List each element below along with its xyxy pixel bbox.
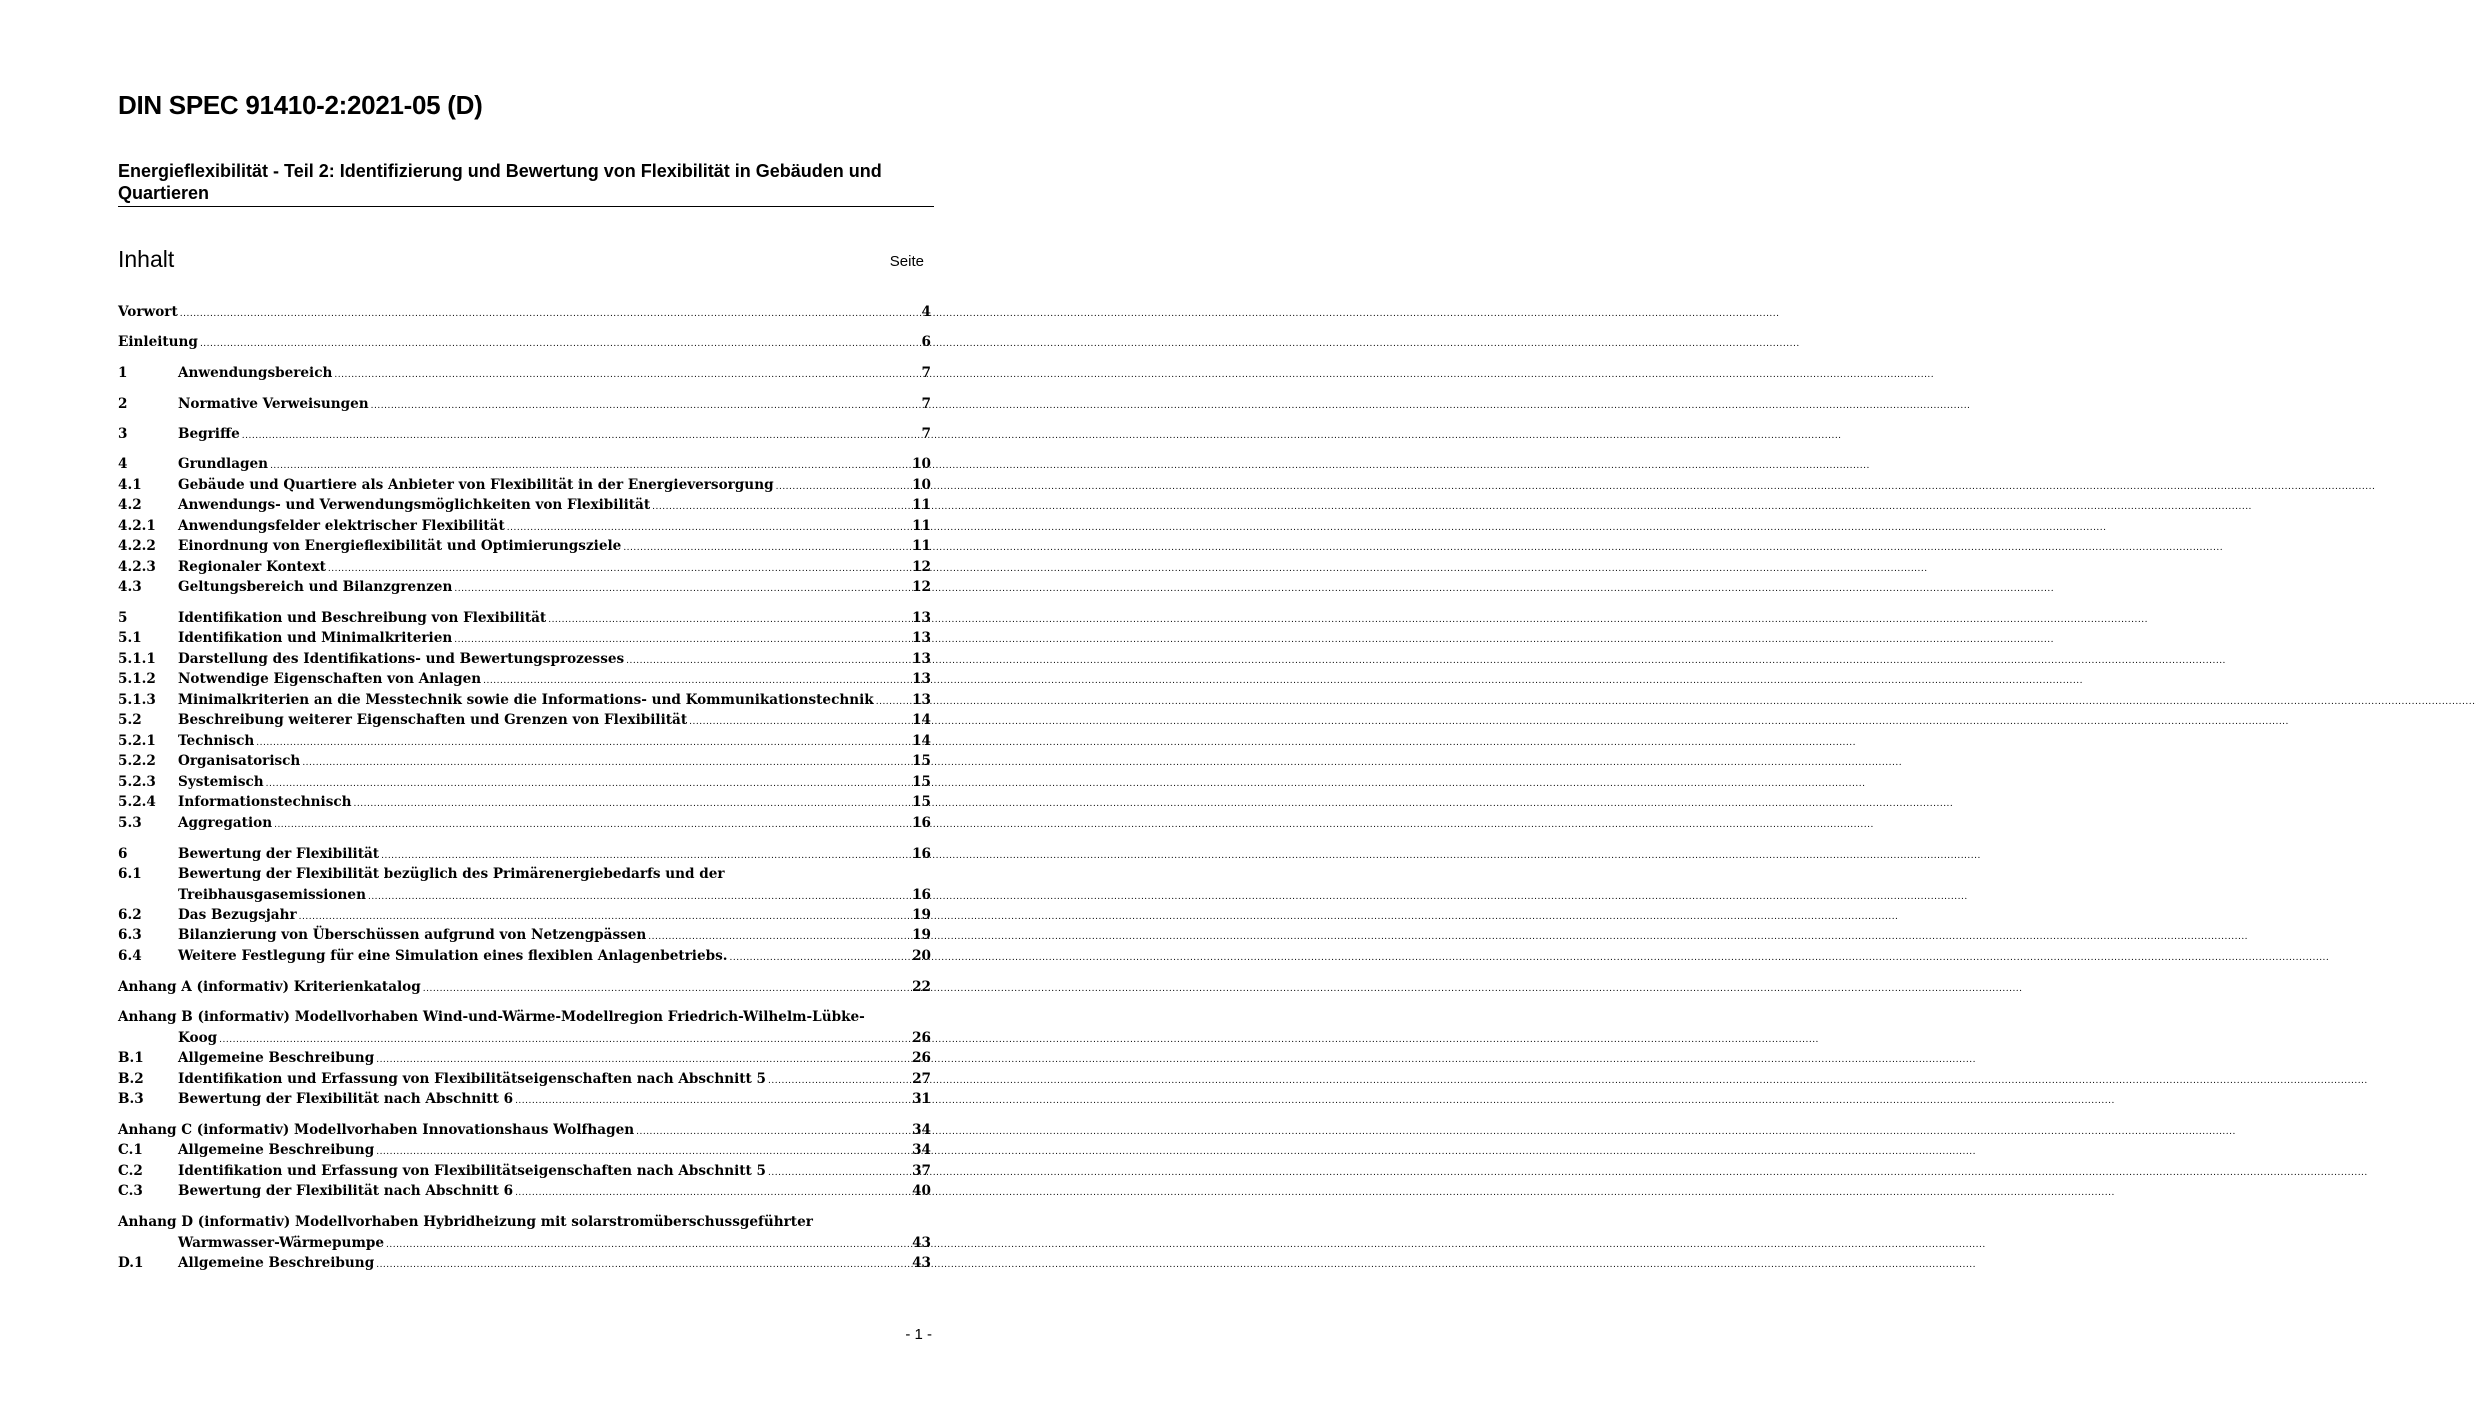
toc-entry-title: Anwendungs- und Verwendungsmöglichkeiten von Flexibilität: [178, 497, 651, 513]
toc-entry-page: 19: [912, 907, 931, 923]
toc-entry-title: Anhang D (informativ) Modellvorhaben Hybridheizung mit solarstromüberschussgeführter: [118, 1214, 813, 1230]
toc-entry-page: 13: [912, 692, 931, 708]
toc-dot-leader: [178, 304, 922, 325]
toc-entry-page: 7: [921, 365, 931, 381]
toc-entry-number: 4.2.3: [118, 559, 156, 575]
toc-entry-title: Identifikation und Minimalkriterien: [178, 630, 453, 646]
toc-entry[interactable]: [118, 649, 931, 670]
toc-entry-page: 13: [912, 671, 931, 687]
toc-entry-page: 19: [912, 927, 931, 943]
toc-dot-leader: [687, 712, 912, 733]
toc-entry-title: Bewertung der Flexibilität bezüglich des Primärenergiebedarfs und der: [178, 866, 725, 882]
toc-entry-number: 5.2.4: [118, 794, 156, 810]
toc-dot-leader: [374, 1255, 912, 1276]
toc-dot-leader: [513, 1183, 912, 1204]
toc-entry-number: 6: [118, 846, 128, 862]
toc-entry-title: Gebäude und Quartiere als Anbieter von Flexibilität in der Energieversorgung: [178, 477, 774, 493]
toc-entry-title: Technisch: [178, 733, 255, 749]
toc-entry-title: Allgemeine Beschreibung: [178, 1142, 375, 1158]
toc-entry-title: Minimalkriterien an die Messtechnik sowie die Informations- und Kommunikationstechnik: [178, 692, 874, 708]
toc-dot-leader: [621, 538, 912, 559]
toc-entry[interactable]: [118, 1140, 931, 1161]
toc-entry-title: Bewertung der Flexibilität: [178, 846, 380, 862]
toc-entry-number: 4.2: [118, 497, 142, 513]
toc-dot-leader: [421, 979, 912, 1000]
toc-entry-page: 26: [912, 1050, 931, 1066]
toc-entry[interactable]: [118, 608, 931, 629]
toc-entry-title: Aggregation: [178, 815, 273, 831]
toc-dot-leader: [240, 426, 922, 447]
toc-dot-leader: [268, 456, 912, 477]
toc-entry-number: 5.3: [118, 815, 142, 831]
document-subtitle: Energieflexibilität - Teil 2: Identifizierung und Bewertung von Flexibilität in Gebäuden und Quartieren: [118, 161, 882, 203]
toc-entry[interactable]: [118, 669, 931, 690]
toc-entry[interactable]: [118, 977, 931, 998]
toc-entry-page: 27: [912, 1071, 931, 1087]
toc-entry-number: 4: [118, 456, 128, 472]
toc-dot-leader: [384, 1235, 912, 1256]
toc-entry-number: 6.3: [118, 927, 142, 943]
toc-entry-page: 11: [912, 497, 931, 513]
toc-entry-page: 34: [912, 1142, 931, 1158]
toc-entry-page: 6: [921, 334, 931, 350]
toc-entry-number: C.1: [118, 1142, 143, 1158]
toc-dot-leader: [332, 365, 921, 386]
toc-entry-title: Normative Verweisungen: [178, 396, 369, 412]
toc-entry[interactable]: [118, 1089, 931, 1110]
toc-entry-number: B.3: [118, 1091, 144, 1107]
toc-entry[interactable]: [118, 1181, 931, 1202]
toc-heading: Inhalt: [118, 246, 175, 272]
toc-entry[interactable]: [118, 536, 931, 557]
toc-entry-number: 4.2.1: [118, 518, 156, 534]
toc-entry-page: 40: [912, 1183, 931, 1199]
toc-entry-number: 6.2: [118, 907, 142, 923]
page-number: - 1 -: [905, 1326, 932, 1343]
toc-entry-title: Organisatorisch: [178, 753, 301, 769]
toc-entry-title: Notwendige Eigenschaften von Anlagen: [178, 671, 482, 687]
toc-entry-title: Allgemeine Beschreibung: [178, 1050, 375, 1066]
toc-entry-title: Bewertung der Flexibilität nach Abschnitt 6: [178, 1091, 514, 1107]
toc-entry-title: Weitere Festlegung für eine Simulation eines flexiblen Anlagenbetriebs.: [178, 948, 728, 964]
toc-entry-page: 43: [912, 1234, 931, 1251]
toc-entry-page: 16: [912, 815, 931, 831]
toc-entry-title: Informationstechnisch: [178, 794, 352, 810]
toc-entry-title: Bewertung der Flexibilität nach Abschnitt 6: [178, 1183, 514, 1199]
toc-entry-number: 5.1: [118, 630, 142, 646]
toc-entry-page: 22: [912, 979, 931, 995]
toc-entry[interactable]: [118, 577, 931, 598]
toc-entry[interactable]: [118, 332, 931, 353]
toc-entry-page: 43: [912, 1255, 931, 1271]
toc-entry-page: 16: [912, 886, 931, 903]
toc-entry-number: 3: [118, 426, 128, 442]
toc-entry-page: 34: [912, 1122, 931, 1138]
toc-entry-number: 5.2.2: [118, 753, 156, 769]
toc-entry[interactable]: [118, 1161, 931, 1182]
toc-dot-leader: [728, 948, 913, 969]
toc-entry-page: 14: [912, 733, 931, 749]
toc-dot-leader: [366, 887, 912, 908]
toc-entry-page: 15: [912, 794, 931, 810]
toc-entry-title: Anhang C (informativ) Modellvorhaben Innovationshaus Wolfhagen: [118, 1122, 635, 1138]
toc-entry[interactable]: [118, 946, 931, 967]
toc-entry-number: 5.2: [118, 712, 142, 728]
toc-entry-title: Anwendungsfelder elektrischer Flexibilität: [178, 518, 505, 534]
toc-entry-title: Darstellung des Identifikations- und Bewertungsprozesses: [178, 651, 625, 667]
toc-entry-title: Einordnung von Energieflexibilität und Optimierungsziele: [178, 538, 622, 554]
toc-entry-page: 7: [921, 426, 931, 442]
toc-entry-page: 11: [912, 538, 931, 554]
toc-entry[interactable]: [118, 495, 931, 516]
toc-dot-leader: [650, 497, 912, 518]
toc-entry[interactable]: [118, 792, 931, 813]
toc-entry-page: 7: [921, 396, 931, 412]
toc-entry-title: Vorwort: [118, 304, 178, 320]
toc-entry[interactable]: [118, 475, 931, 496]
toc-entry-number: B.2: [118, 1071, 144, 1087]
document-title: DIN SPEC 91410-2:2021-05 (D): [118, 90, 483, 120]
toc-entry-page: 13: [912, 610, 931, 626]
title-divider: [118, 206, 934, 207]
toc-entry-title: Begriffe: [178, 426, 240, 442]
toc-entry-title-continuation: Treibhausgasemissionen: [178, 886, 366, 903]
toc-entry[interactable]: [118, 925, 931, 946]
toc-entry-page: 11: [912, 518, 931, 534]
toc-dot-leader: [374, 1142, 912, 1163]
toc-entry[interactable]: [118, 302, 931, 323]
toc-entry-title: Regionaler Kontext: [178, 559, 326, 575]
toc-entry-page: 37: [912, 1163, 931, 1179]
toc-entry[interactable]: [118, 424, 931, 445]
toc-entry-title: Allgemeine Beschreibung: [178, 1255, 375, 1271]
toc-entry-page: 20: [912, 948, 931, 964]
toc-entry-title: Grundlagen: [178, 456, 269, 472]
toc-entry-title: Geltungsbereich und Bilanzgrenzen: [178, 579, 453, 595]
toc-entry-title-continuation: Warmwasser-Wärmepumpe: [178, 1234, 384, 1251]
toc-entry-title: Das Bezugsjahr: [178, 907, 297, 923]
toc-entry-title: Identifikation und Erfassung von Flexibilitätseigenschaften nach Abschnitt 5: [178, 1071, 767, 1087]
toc-entry-number: 5: [118, 610, 128, 626]
toc-entry-number: 4.1: [118, 477, 142, 493]
toc-entry-title: Einleitung: [118, 334, 198, 350]
toc-entry-number: 4.2.2: [118, 538, 156, 554]
toc-entry[interactable]: [118, 844, 931, 865]
toc-dot-leader: [452, 630, 912, 651]
toc-entry-number: C.3: [118, 1183, 143, 1199]
toc-entry[interactable]: [118, 690, 931, 711]
toc-dot-leader: [481, 671, 912, 692]
toc-entry[interactable]: [118, 1120, 931, 1141]
toc-entry-page: 15: [912, 753, 931, 769]
toc-entry-number: 5.1.1: [118, 651, 156, 667]
toc-entry[interactable]: [118, 731, 931, 752]
toc-entry-number: 5.1.3: [118, 692, 156, 708]
toc-entry-page: 13: [912, 651, 931, 667]
toc-entry-number: 2: [118, 396, 128, 412]
toc-entry[interactable]: [118, 905, 931, 926]
toc-dot-leader: [374, 1050, 912, 1071]
toc-entry[interactable]: [118, 394, 931, 415]
toc-entry-title: Anhang B (informativ) Modellvorhaben Wind-und-Wärme-Modellregion Friedrich-Wilhelm-Lübke-: [118, 1009, 865, 1025]
toc-dot-leader: [369, 396, 922, 417]
toc-entry-page: 4: [921, 304, 931, 320]
toc-entry-page: 10: [912, 477, 931, 493]
toc-page-column-label: Seite: [889, 253, 924, 270]
toc-entry-number: 6.1: [118, 866, 142, 882]
toc-dot-leader: [272, 815, 912, 836]
toc-entry[interactable]: [118, 1007, 931, 1048]
toc-entry[interactable]: [118, 1212, 931, 1253]
toc-entry-page: 15: [912, 774, 931, 790]
toc-entry[interactable]: [118, 454, 931, 475]
toc-entry-number: 5.2.3: [118, 774, 156, 790]
toc-entry-title: Anwendungsbereich: [178, 365, 333, 381]
toc-dot-leader: [352, 794, 913, 815]
toc-entry-number: 4.3: [118, 579, 142, 595]
toc-entry-number: 1: [118, 365, 128, 381]
toc-dot-leader: [646, 927, 912, 948]
toc-entry[interactable]: [118, 628, 931, 649]
toc-entry-page: 14: [912, 712, 931, 728]
toc-entry[interactable]: [118, 772, 931, 793]
toc-entry-title: Beschreibung weiterer Eigenschaften und Grenzen von Flexibilität: [178, 712, 688, 728]
toc-entry-number: B.1: [118, 1050, 144, 1066]
toc-entry-page: 13: [912, 630, 931, 646]
toc-entry-page: 31: [912, 1091, 931, 1107]
toc-entry-number: 5.1.2: [118, 671, 156, 687]
toc-dot-leader: [300, 753, 912, 774]
toc-entry-title: Identifikation und Erfassung von Flexibilitätseigenschaften nach Abschnitt 5: [178, 1163, 767, 1179]
toc-entry-title: Identifikation und Beschreibung von Flexibilität: [178, 610, 547, 626]
toc-entry[interactable]: [118, 516, 931, 537]
toc-dot-leader: [452, 579, 912, 600]
toc-dot-leader: [217, 1030, 912, 1051]
toc-entry-title: Systemisch: [178, 774, 264, 790]
toc-entry[interactable]: [118, 751, 931, 772]
toc-entry[interactable]: [118, 1253, 931, 1274]
toc-entry-page: 16: [912, 846, 931, 862]
toc-dot-leader: [513, 1091, 912, 1112]
toc-entry-title: Bilanzierung von Überschüssen aufgrund von Netzengpässen: [178, 927, 647, 943]
toc-entry[interactable]: [118, 1069, 931, 1090]
toc-entry-title-continuation: Koog: [178, 1029, 218, 1046]
toc-entry[interactable]: [118, 1048, 931, 1069]
toc-entry-number: 6.4: [118, 948, 142, 964]
toc-entry[interactable]: [118, 363, 931, 384]
toc-entry[interactable]: [118, 557, 931, 578]
toc-entry-page: 10: [912, 456, 931, 472]
toc-entry[interactable]: [118, 710, 931, 731]
toc-entry[interactable]: [118, 813, 931, 834]
toc-entry-page: 26: [912, 1029, 931, 1046]
toc-entry[interactable]: [118, 864, 931, 905]
toc-dot-leader: [198, 334, 922, 355]
toc-entry-page: 12: [912, 579, 931, 595]
toc-entry-number: D.1: [118, 1255, 144, 1271]
toc-entry-title: Anhang A (informativ) Kriterienkatalog: [118, 979, 421, 995]
toc-entry-number: C.2: [118, 1163, 143, 1179]
toc-entry-number: 5.2.1: [118, 733, 156, 749]
document-page: [0, 0, 992, 1403]
toc-entry-page: 12: [912, 559, 931, 575]
